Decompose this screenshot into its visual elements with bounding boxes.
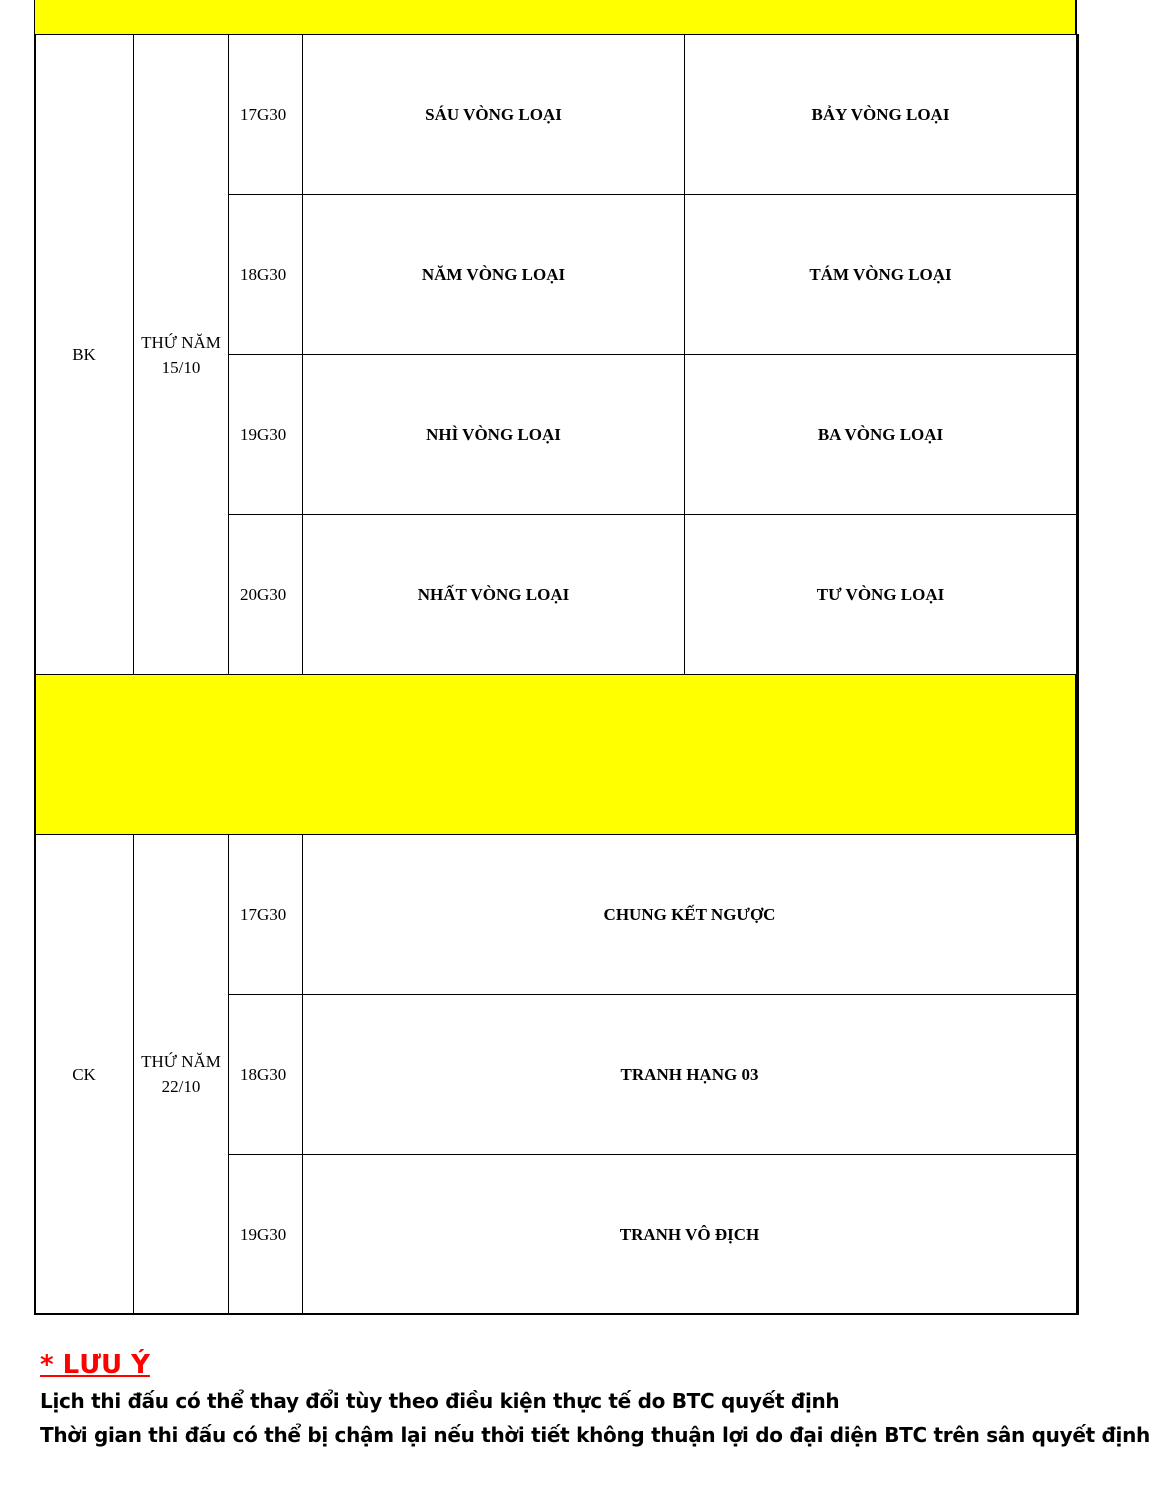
- match-time: 19G30: [228, 1154, 303, 1314]
- note-line: Lịch thi đấu có thể thay đổi tùy theo điều kiện thực tế do BTC quyết định: [40, 1389, 840, 1413]
- round-code: CK: [34, 834, 134, 1314]
- round-code: BK: [34, 34, 134, 675]
- match-title: TRANH HẠNG 03: [302, 994, 1077, 1155]
- round-day: THỨ NĂM: [141, 332, 221, 352]
- yellow-separator-top: [34, 0, 1077, 35]
- match-time: 17G30: [228, 834, 303, 995]
- match-away-team: TƯ VÒNG LOẠI: [684, 514, 1077, 675]
- notes-title: * LƯU Ý: [40, 1350, 150, 1380]
- notes-section: [40, 1346, 1150, 1452]
- yellow-separator-middle: [34, 674, 1077, 835]
- match-title: TRANH VÔ ĐỊCH: [302, 1154, 1077, 1314]
- match-home-team: NHÌ VÒNG LOẠI: [302, 354, 685, 515]
- round-day-date: [133, 834, 229, 1314]
- match-away-team: BẢY VÒNG LOẠI: [684, 34, 1077, 195]
- match-home-team: NHẤT VÒNG LOẠI: [302, 514, 685, 675]
- round-day-date: [133, 34, 229, 675]
- match-away-team: BA VÒNG LOẠI: [684, 354, 1077, 515]
- schedule-sheet: [34, 0, 1077, 1314]
- round-day: THỨ NĂM: [141, 1052, 221, 1071]
- round-date: 15/10: [161, 357, 201, 377]
- match-home-team: SÁU VÒNG LOẠI: [302, 34, 685, 195]
- match-time: 17G30: [228, 34, 303, 195]
- match-title: CHUNG KẾT NGƯỢC: [302, 834, 1077, 995]
- match-time: 18G30: [228, 194, 303, 355]
- match-away-team: TÁM VÒNG LOẠI: [684, 194, 1077, 355]
- match-home-team: NĂM VÒNG LOẠI: [302, 194, 685, 355]
- round-date: 22/10: [161, 1077, 201, 1096]
- match-time: 20G30: [228, 514, 303, 675]
- note-line: Thời gian thi đấu có thể bị chậm lại nếu thời tiết không thuận lợi do đại diện BTC trên sân quyết định: [40, 1423, 1150, 1447]
- match-time: 18G30: [228, 994, 303, 1155]
- match-time: 19G30: [228, 354, 303, 515]
